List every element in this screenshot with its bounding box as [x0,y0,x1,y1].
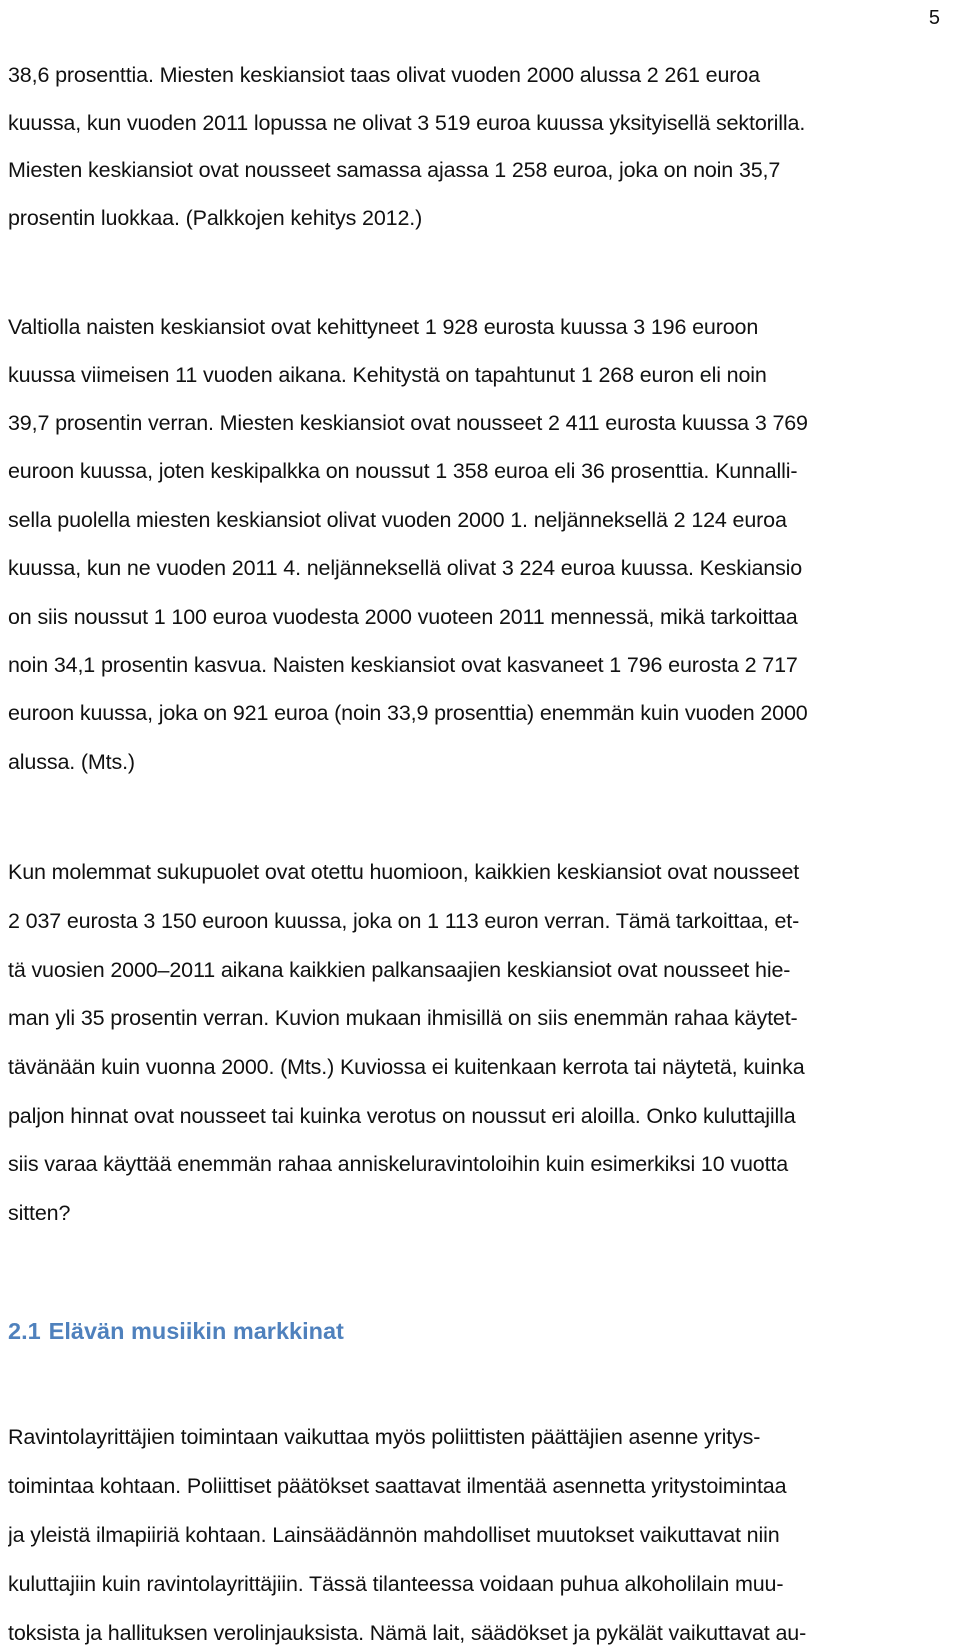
text-line: sella puolella miesten keskiansiot olivat vuoden 2000 1. neljänneksellä 2 124 euroa [8,508,787,532]
text-line: paljon hinnat ovat nousseet tai kuinka verotus on noussut eri aloilla. Onko kuluttajilla [8,1104,796,1128]
text-line: alussa. (Mts.) [8,750,135,774]
text-line: kuluttajiin kuin ravintolayrittäjiin. Tässä tilanteessa voidaan puhua alkoholilain muu- [8,1572,784,1596]
text-line: Valtiolla naisten keskiansiot ovat kehittyneet 1 928 eurosta kuussa 3 196 euroon [8,315,759,339]
text-line: Ravintolayrittäjien toimintaan vaikuttaa myös poliittisten päättäjien asenne yritys- [8,1425,761,1449]
text-line: noin 34,1 prosentin kasvua. Naisten keskiansiot ovat kasvaneet 1 796 eurosta 2 717 [8,653,798,677]
section-heading [8,1316,344,1346]
text-line: euroon kuussa, joten keskipalkka on noussut 1 358 euroa eli 36 prosenttia. Kunnalli- [8,459,798,483]
text-line: tävänään kuin vuonna 2000. (Mts.) Kuviossa ei kuitenkaan kerrota tai näytetä, kuinka [8,1055,805,1079]
text-line: 2 037 eurosta 3 150 euroon kuussa, joka on 1 113 euron verran. Tämä tarkoittaa, et- [8,909,800,933]
page-number: 5 [928,7,940,29]
text-line: prosentin luokkaa. (Palkkojen kehitys 2012.) [8,206,423,230]
text-line: Miesten keskiansiot ovat nousseet samassa ajassa 1 258 euroa, joka on noin 35,7 [8,158,781,182]
text-line: toksista ja hallituksen verolinjauksista. Nämä lait, säädökset ja pykälät vaikuttavat au- [8,1621,807,1645]
text-line: kuussa viimeisen 11 vuoden aikana. Kehitystä on tapahtunut 1 268 euron eli noin [8,363,767,387]
text-line: toimintaa kohtaan. Poliittiset päätökset saattavat ilmentää asennetta yritystoimintaa [8,1474,787,1498]
text-line: kuussa, kun vuoden 2011 lopussa ne olivat 3 519 euroa kuussa yksityisellä sektorilla. [8,111,806,135]
text-line: Kun molemmat sukupuolet ovat otettu huomioon, kaikkien keskiansiot ovat nousseet [8,860,800,884]
text-line: 38,6 prosenttia. Miesten keskiansiot taas olivat vuoden 2000 alussa 2 261 euroa [8,63,760,87]
text-line: ja yleistä ilmapiiriä kohtaan. Lainsäädännön mahdolliset muutokset vaikuttavat niin [8,1523,780,1547]
text-line: tä vuosien 2000–2011 aikana kaikkien palkansaajien keskiansiot ovat nousseet hie- [8,958,791,982]
text-line: sitten? [8,1201,71,1225]
text-line: on siis noussut 1 100 euroa vuodesta 2000 vuoteen 2011 mennessä, mikä tarkoittaa [8,605,798,629]
text-line: siis varaa käyttää enemmän rahaa anniskeluravintoloihin kuin esimerkiksi 10 vuotta [8,1152,789,1176]
section-number: 2.1 [8,1318,41,1344]
text-line: euroon kuussa, joka on 921 euroa (noin 33,9 prosenttia) enemmän kuin vuoden 2000 [8,701,808,725]
text-line: kuussa, kun ne vuoden 2011 4. neljänneksellä olivat 3 224 euroa kuussa. Keskiansio [8,556,803,580]
text-line: man yli 35 prosentin verran. Kuvion mukaan ihmisillä on siis enemmän rahaa käytet- [8,1006,798,1030]
section-title: Elävän musiikin markkinat [48,1318,344,1344]
text-line: 39,7 prosentin verran. Miesten keskiansiot ovat nousseet 2 411 eurosta kuussa 3 769 [8,411,808,435]
